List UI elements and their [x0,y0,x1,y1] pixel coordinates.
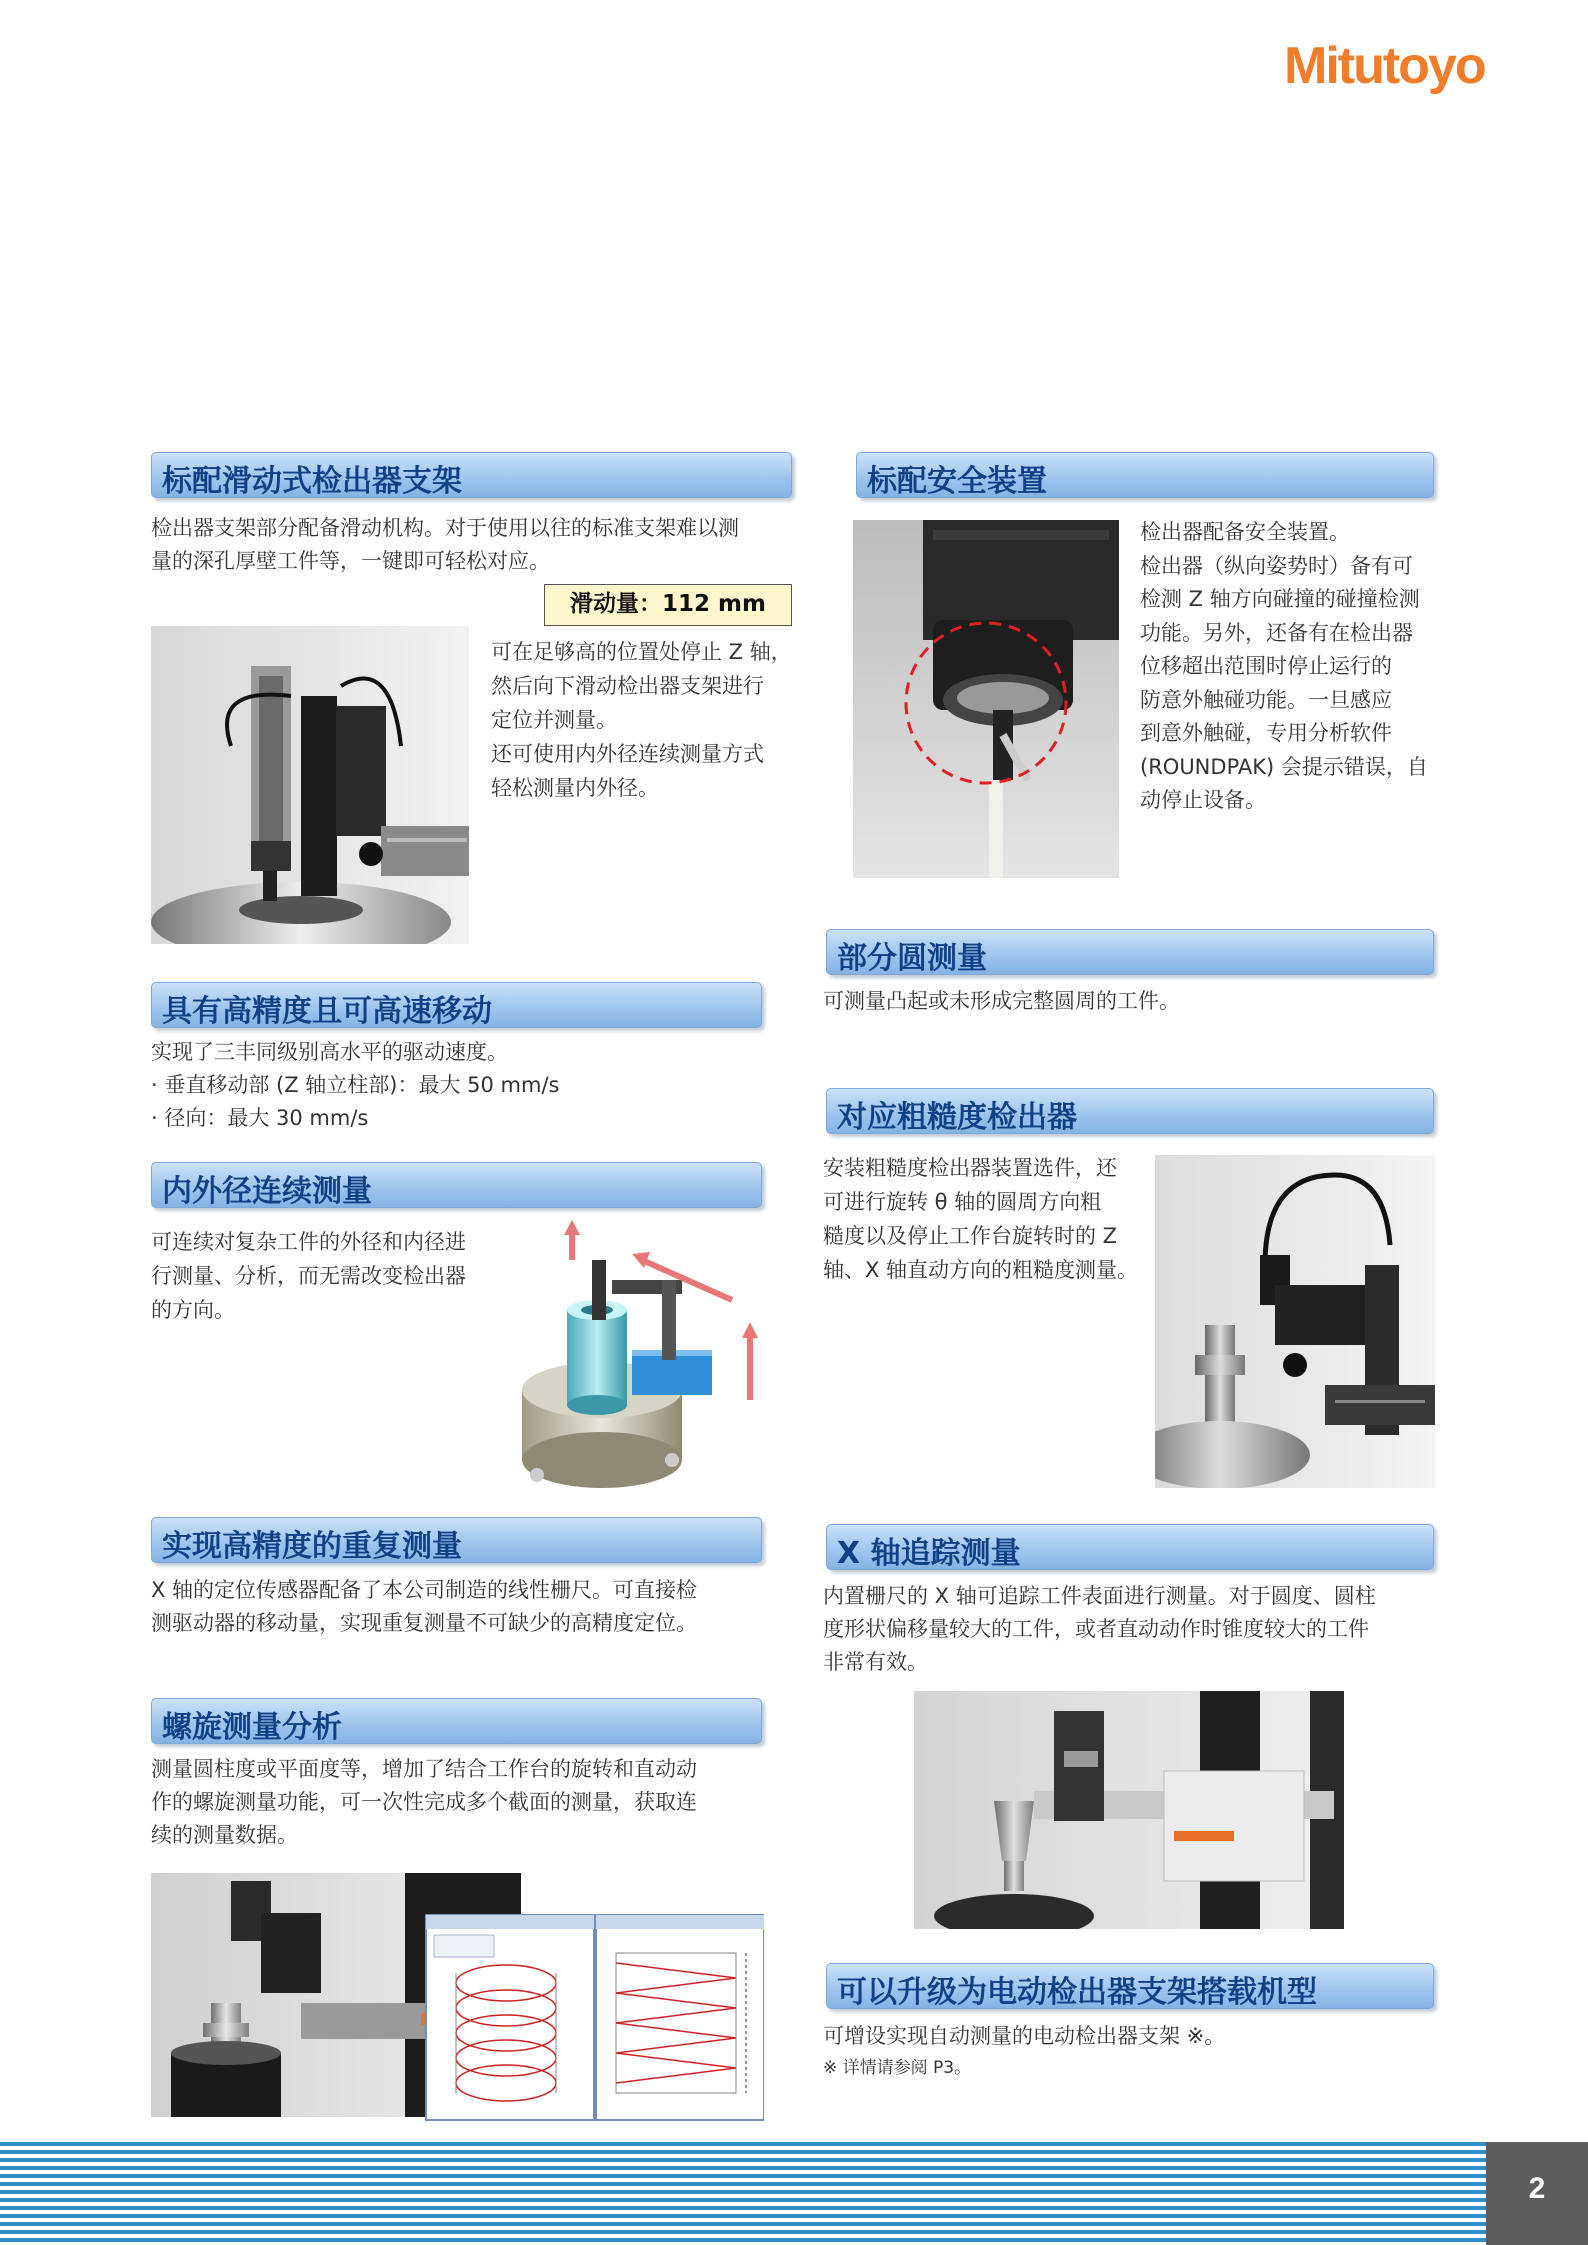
spiral-photo-and-screens [151,1873,764,2123]
text-line: 可进行旋转 θ 轴的圆周方向粗 [823,1190,1102,1214]
section-title: 对应粗糙度检出器 [837,1100,1077,1135]
repeat-text [151,1574,697,1640]
text-line: 定位并测量。 [491,708,617,732]
text-line: 检出器配备安全装置。 [1140,520,1350,544]
text-line: 的方向。 [151,1298,235,1322]
text-line: 可增设实现自动测量的电动检出器支架 ※。 [823,2024,1226,2048]
text-line: 可测量凸起或未形成完整圆周的工件。 [823,989,1180,1013]
section-header-spiral [151,1698,762,1744]
text-line: 动停止设备。 [1140,788,1266,812]
slide-amount-badge [544,584,792,626]
badge-label: 滑动量：112 mm [570,591,766,617]
section-header-speed [151,982,762,1028]
mitutoyo-logo [1284,36,1504,100]
section-header-partial [826,929,1434,975]
text-line: 测驱动器的移动量，实现重复测量不可缺少的高精度定位。 [151,1611,697,1635]
section-title: 具有高精度且可高速移动 [162,994,492,1029]
section-header-upgrade [826,1963,1434,2009]
section-header-xtrack [826,1524,1434,1570]
footer-stripes [0,2142,1486,2245]
text-line: 检出器（纵向姿势时）备有可 [1140,553,1413,578]
section-header-safety [856,452,1434,498]
text-line: 非常有效。 [823,1650,928,1674]
text-line: 安装粗糙度检出器装置选件，还 [823,1156,1117,1180]
xtrack-text [823,1580,1376,1679]
section-title: 螺旋测量分析 [162,1710,342,1745]
footnote: ※ 详情请参阅 P3。 [823,2058,972,2078]
partial-text [823,985,1180,1018]
inout-diagram [512,1220,772,1498]
text-line: 续的测量数据。 [151,1823,298,1847]
brand-name: Mitutoyo [1284,37,1485,95]
text-line: 内置栅尺的 X 轴可追踪工件表面进行测量。对于圆度、圆柱 [823,1584,1376,1608]
upgrade-note [823,2054,971,2082]
section-title: 标配安全装置 [867,464,1047,499]
spiral-text [151,1753,697,1852]
text-line: 量的深孔厚壁工件等，一键即可轻松对应。 [151,549,550,573]
text-line: 度形状偏移量较大的工件，或者直动动作时锥度较大的工件 [823,1617,1369,1641]
section-title: 可以升级为电动检出器支架搭载机型 [837,1975,1317,2010]
inout-text [151,1225,466,1327]
text-line: 还可使用内外径连续测量方式 [491,742,764,766]
slide-intro [151,512,739,578]
text-line: 可连续对复杂工件的外径和内径进 [151,1230,466,1254]
text-line: 防意外触碰功能。一旦感应 [1140,687,1392,712]
text-line: 测量圆柱度或平面度等，增加了结合工作台的旋转和直动动 [151,1757,697,1781]
text-line: 到意外触碰，专用分析软件 [1140,721,1392,745]
text-line: 然后向下滑动检出器支架进行 [491,674,764,698]
section-header-inout [151,1162,762,1208]
roughness-text [823,1151,1138,1287]
text-line: (ROUNDPAK) 会提示错误，自 [1140,754,1428,779]
section-title: X 轴追踪测量 [837,1536,1021,1571]
text-line: 功能。另外，还备有在检出器 [1140,620,1413,645]
slide-holder-photo [151,626,469,944]
roughness-detector-photo [1155,1155,1435,1488]
section-header-slide [151,452,792,498]
text-line: 行测量、分析，而无需改变检出器 [151,1264,466,1288]
text-line: · 垂直移动部 (Z 轴立柱部)：最大 50 mm/s [151,1073,560,1097]
text-line: 位移超出范围时停止运行的 [1140,654,1392,678]
text-line: · 径向：最大 30 mm/s [151,1106,369,1130]
page-number-box [1486,2142,1588,2245]
section-title: 标配滑动式检出器支架 [162,464,462,499]
section-header-roughness [826,1088,1434,1134]
section-header-repeat [151,1517,762,1563]
section-title: 实现高精度的重复测量 [162,1529,462,1564]
text-line: 轻松测量内外径。 [491,776,659,800]
page-number: 2 [1528,2172,1546,2205]
text-line: 实现了三丰同级别高水平的驱动速度。 [151,1040,508,1064]
text-line: X 轴的定位传感器配备了本公司制造的线性栅尺。可直接检 [151,1578,698,1602]
text-line: 轴、X 轴直动方向的粗糙度测量。 [823,1258,1139,1282]
text-line: 检出器支架部分配备滑动机构。对于使用以往的标准支架难以测 [151,516,739,540]
section-title: 内外径连续测量 [162,1174,372,1209]
safety-device-photo [853,520,1119,878]
text-line: 可在足够高的位置处停止 Z 轴， [491,640,792,664]
safety-text [1140,516,1428,818]
text-line: 检测 Z 轴方向碰撞的碰撞检测 [1140,587,1420,611]
section-title: 部分圆测量 [837,941,987,976]
text-line: 作的螺旋测量功能，可一次性完成多个截面的测量，获取连 [151,1790,697,1814]
text-line: 糙度以及停止工作台旋转时的 Z [823,1224,1118,1248]
slide-side-text [491,635,792,805]
xtrack-photo [914,1691,1344,1929]
upgrade-text [823,2020,1225,2053]
speed-text [151,1036,559,1135]
